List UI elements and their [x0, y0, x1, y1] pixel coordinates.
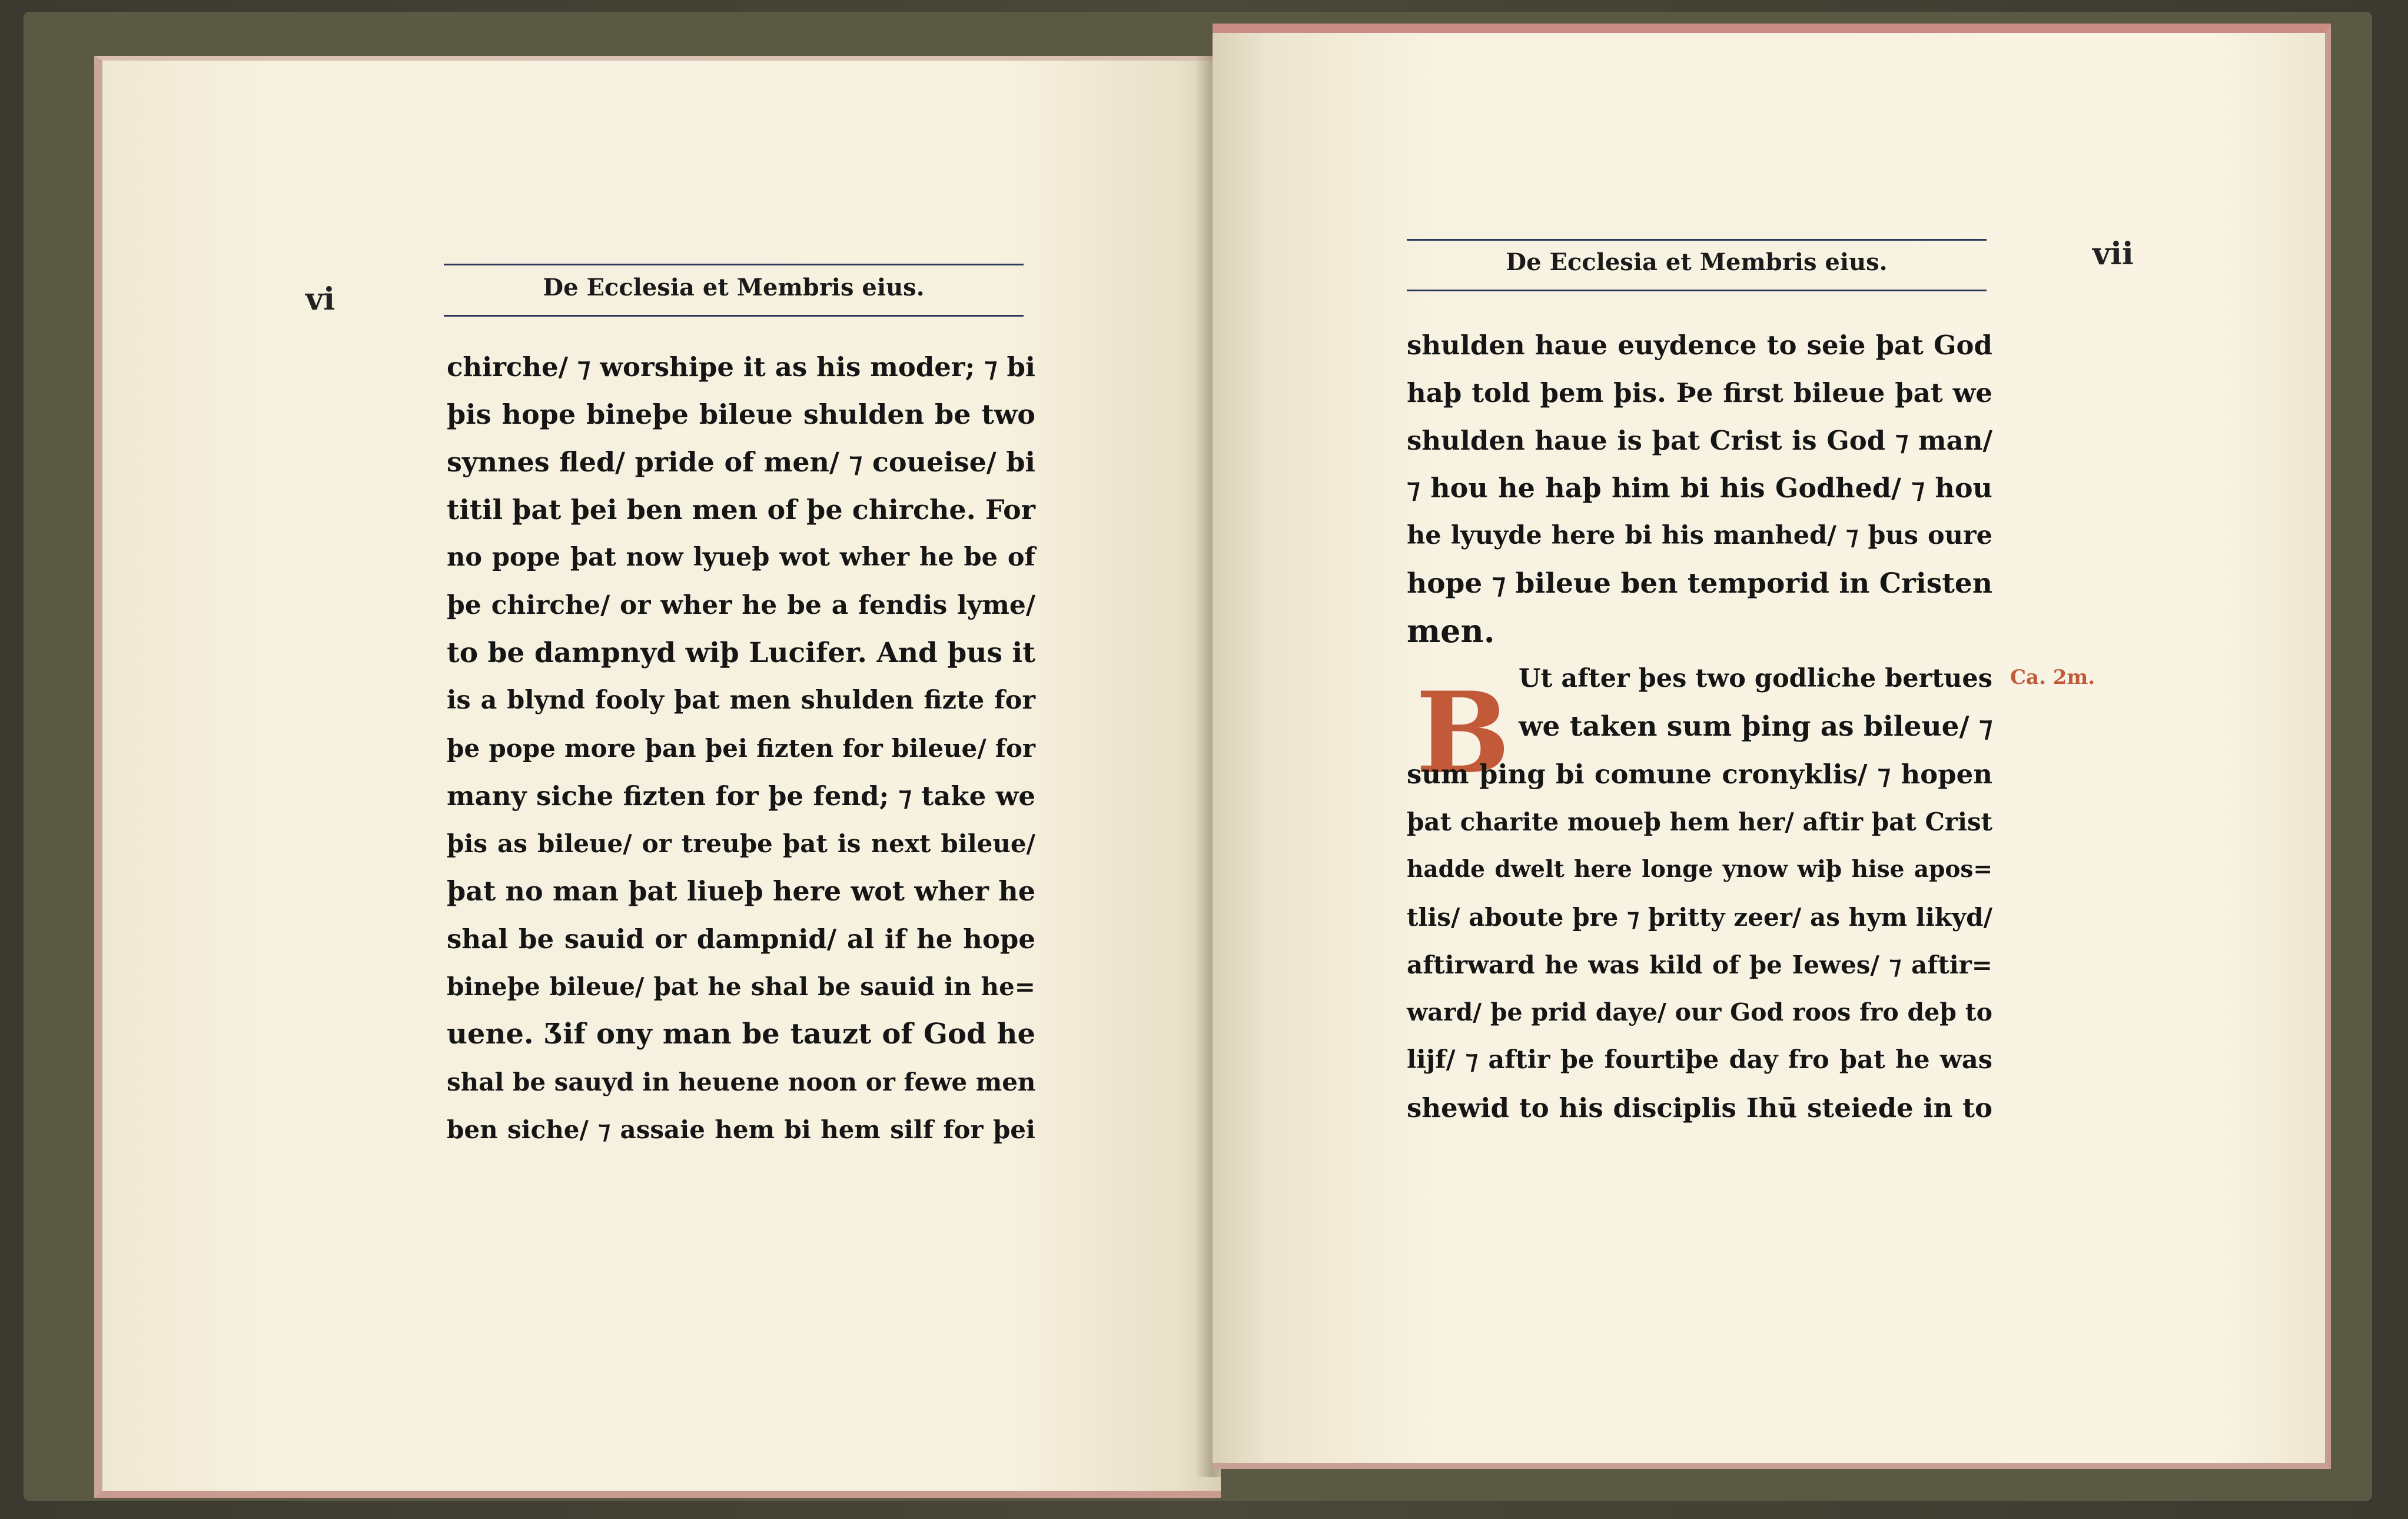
head-rule-bottom-left — [444, 315, 1024, 317]
right-page — [1213, 24, 2331, 1469]
left-page — [94, 56, 1221, 1498]
head-rule-bottom-right — [1407, 290, 1987, 291]
left-page-text — [447, 343, 1035, 1154]
text-line: lijf/ ⁊ aftir þe fourtiþe day fro þat he was — [1407, 1045, 1992, 1075]
page-number-right: vii — [2093, 236, 2134, 272]
text-line: shewid to his disciplis Ihū steiede in to — [1407, 1092, 1992, 1124]
text-line: þis as bileue/ or treuþe þat is next bileue/ — [447, 829, 1035, 858]
text-line: shal be sauid or dampnid/ al if he hope — [447, 923, 1035, 955]
text-line: is a blynd fooly þat men shulden fizte for — [447, 686, 1035, 715]
text-line: ⁊ hou he haþ him bi his Godhed/ ⁊ hou — [1407, 472, 1992, 504]
text-line: þat charite moueþ hem her/ aftir þat Crist — [1407, 807, 1992, 836]
text-line: we taken sum þing as bileue/ ⁊ — [1519, 710, 1993, 743]
text-line: shal be sauyd in heuene noon or fewe men — [447, 1068, 1036, 1096]
text-line: to be dampnyd wiþ Lucifer. And þus it — [447, 637, 1035, 669]
text-line: þe pope more þan þei fizten for bileue/ for — [447, 734, 1035, 763]
text-line: hadde dwelt here longe ynow wiþ hise apos= — [1407, 856, 1992, 883]
text-line: þat no man þat liueþ here wot wher he — [447, 875, 1035, 907]
text-line: shulden haue euydence to seie þat God — [1407, 330, 1992, 361]
text-line: haþ told þem þis. Þe first bileue þat we — [1407, 377, 1992, 408]
head-rule-top-right — [1407, 239, 1987, 241]
drop-cap-letter: B — [1416, 667, 1510, 799]
text-line: ben siche/ ⁊ assaie hem bi hem silf for þei — [447, 1115, 1035, 1144]
text-line: no pope þat now lyueþ wot wher he be of — [447, 543, 1035, 572]
text-line: shulden haue is þat Crist is God ⁊ man/ — [1407, 425, 1992, 456]
running-head-left: De Ecclesia et Membris eius. — [543, 274, 925, 301]
text-line: he lyuyde here bi his manhed/ ⁊ þus oure — [1407, 521, 1992, 550]
text-line: aftirward he was kild of þe Iewes/ ⁊ aftir= — [1407, 950, 1992, 979]
running-head-right: De Ecclesia et Membris eius. — [1506, 248, 1888, 276]
text-line: þis hope bineþe bileue shulden be two — [447, 398, 1035, 430]
text-line: sum þing bi comune cronyklis/ ⁊ hopen — [1407, 759, 1992, 790]
text-line: tlis/ aboute þre ⁊ þritty zeer/ as hym likyd/ — [1407, 903, 1992, 932]
text-line: þe chirche/ or wher he be a fendis lyme/ — [447, 590, 1035, 620]
text-line: ward/ þe prid daye/ our God roos fro deþ to — [1407, 998, 1992, 1026]
page-number-left: vi — [305, 281, 335, 317]
text-line: many siche fizten for þe fend; ⁊ take we — [447, 780, 1035, 812]
text-line: hope ⁊ bileue ben temporid in Cristen — [1407, 567, 1992, 600]
text-line: titil þat þei ben men of þe chirche. For — [447, 494, 1035, 526]
right-page-text-bottom — [1407, 750, 1992, 1132]
text-line: chirche/ ⁊ worshipe it as his moder; ⁊ bi — [447, 351, 1035, 383]
text-line: men. — [1407, 612, 1495, 650]
right-page-text-dropcap — [1519, 655, 1992, 750]
text-line: uene. Ʒif ony man be tauzt of God he — [447, 1018, 1035, 1051]
text-line: synnes fled/ pride of men/ ⁊ coueise/ bi — [447, 446, 1035, 478]
right-page-text-top — [1407, 321, 1992, 655]
text-line: bineþe bileue/ þat he shal be sauid in he= — [447, 972, 1035, 1001]
chapter-margin-note: Ca. 2m. — [2010, 666, 2095, 689]
text-line: Ut after þes two godliche bertues — [1519, 664, 1992, 693]
head-rule-top-left — [444, 264, 1024, 265]
